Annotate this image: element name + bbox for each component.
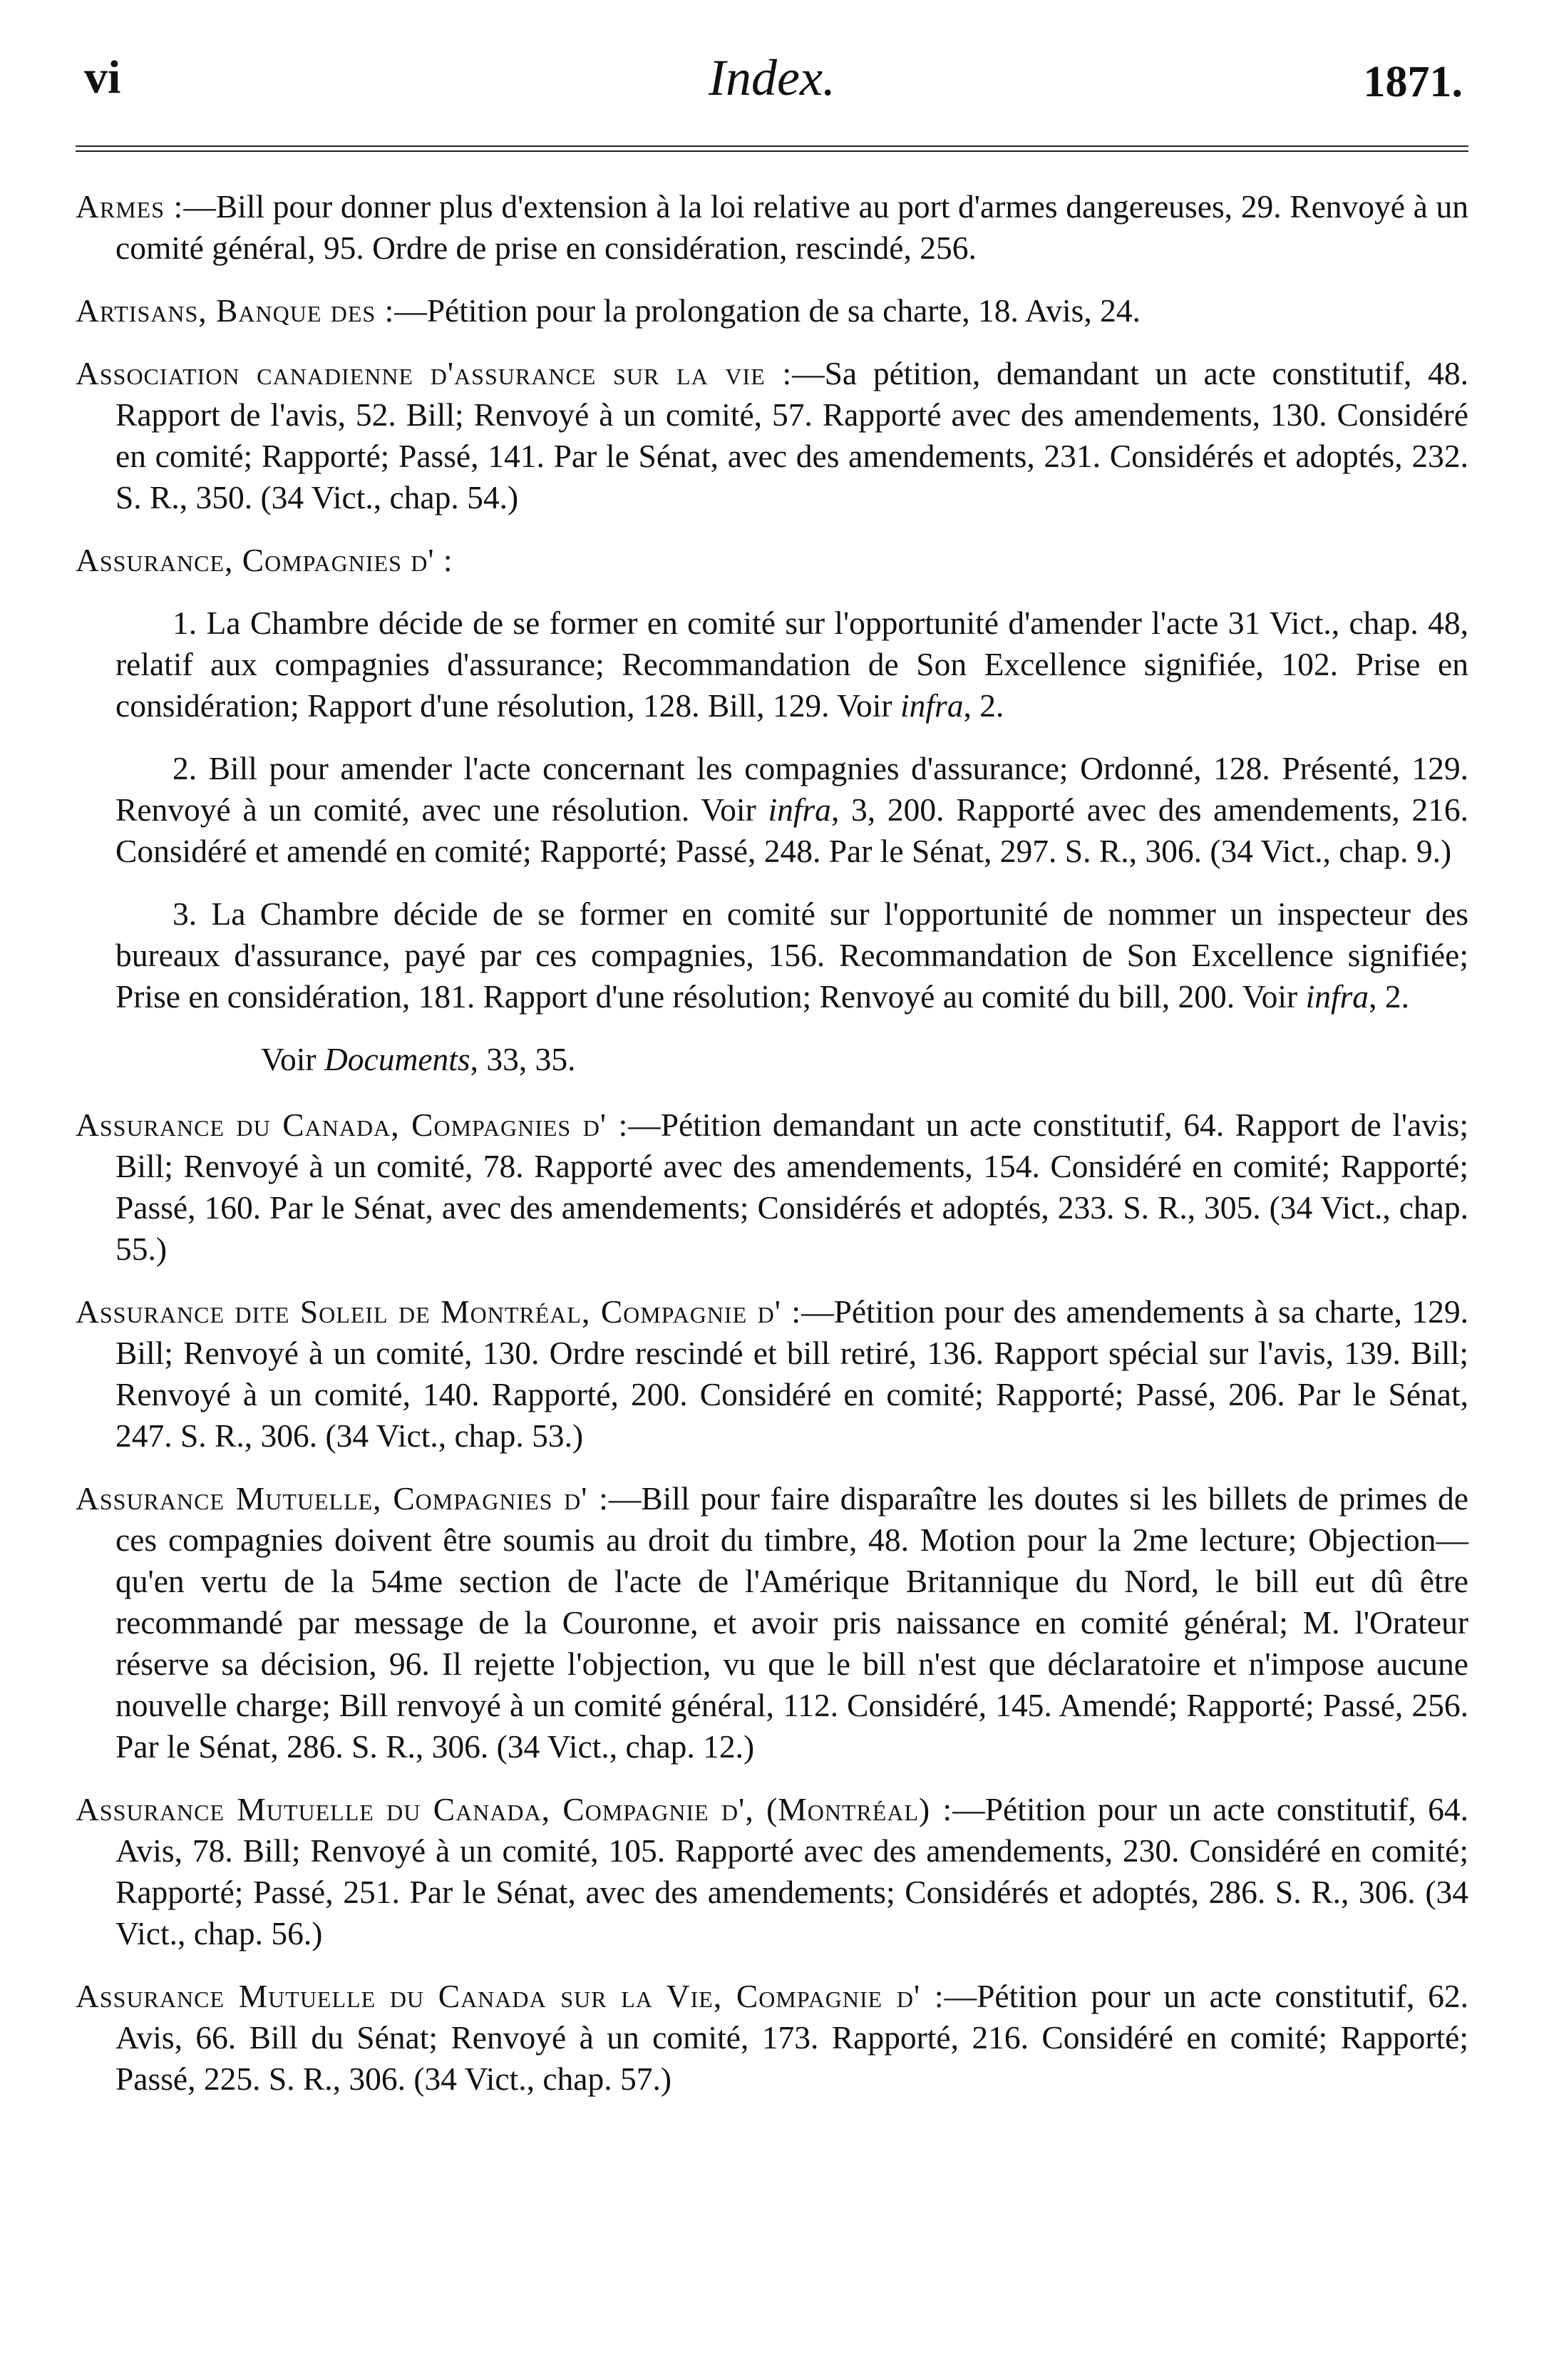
entry-text: —Pétition pour un acte constitutif, 62. Avis, 66. Bill du Sénat; Renvoyé à un comité, 173. Rapporté, 216. Considéré en comité; Rapporté; Passé, 225. S. R., 306. (34 Vict., chap. 57.) (115, 1978, 1468, 2097)
entry-text: —Bill pour donner plus d'extension à la loi relative au port d'armes dangereuses, 29. Renvoyé à un comité général, 95. Ordre de prise en considération, rescindé, 256. (115, 188, 1469, 266)
subentry-1: 1. La Chambre décide de se former en comité sur l'opportunité d'amender l'acte 31 Vict., chap. 48, relatif aux compagnies d'assurance; Recommandation de Son Excellence signifiée, 102. Prise en considération; Rapport d'une résolution, 128. Bill, 129. Voir infra, 2. (115, 605, 1468, 724)
index-entry-mutuelle-sur-la-vie (76, 1976, 1468, 2100)
entry-heading: Assurance du Canada, Compagnies d' : (76, 1107, 629, 1143)
index-entry-assurance-compagnies (76, 540, 1468, 581)
header-double-rule (76, 145, 1468, 152)
entry-heading: Assurance Mutuelle du Canada sur la Vie, Compagnie d' : (76, 1978, 945, 2014)
see-also-line: Voir Documents, 33, 35. (261, 1041, 576, 1077)
index-entry-assurance-du-canada (76, 1104, 1468, 1270)
index-entry-assurance-mutuelle (76, 1478, 1468, 1768)
entry-text: —Pétition pour la prolongation de sa charte, 18. Avis, 24. (394, 292, 1141, 329)
entry-text: —Pétition pour des amendements à sa charte, 129. Bill; Renvoyé à un comité, 130. Ordre rescindé et bill retiré, 136. Rapport spécial sur l'avis, 139. Bill; Renvoyé à un comité, 140. Rapporté, 200. Considéré en comité; Rapporté; Passé, 206. Par le Sénat, 247. S. R., 306. (34 Vict., chap. 53.) (115, 1293, 1468, 1454)
index-entry-armes (76, 186, 1468, 269)
index-entry-mutuelle-du-canada (76, 1789, 1468, 1954)
subentry-3: 3. La Chambre décide de se former en comité sur l'opportunité de nommer un inspecteur des bureaux d'assurance, payé par ces compagnies, 156. Recommandation de Son Excellence signifiée; Prise en considération, 181. Rapport d'une résolution; Renvoyé au comité du bill, 200. Voir infra, 2. (115, 896, 1468, 1015)
entry-heading: Assurance Mutuelle, Compagnies d' : (76, 1480, 609, 1517)
index-entry-soleil-de-montreal (76, 1291, 1468, 1457)
index-entry-association-canadienne (76, 353, 1468, 518)
entry-heading: Assurance, Compagnies d' : (76, 542, 453, 578)
entry-text: —Bill pour faire disparaître les doutes si les billets de primes de ces compagnies doivent être soumis au droit du timbre, 48. Motion pour la 2me lecture; Objection—qu'en vertu de la 54me section de l'acte de l'Amérique Britannique du Nord, le bill eut dû être recommandé par message de la Couronne, et avoir pris naissance en comité général; M. l'Orateur réserve sa décision, 96. Il rejette l'objection, vu que le bill n'est que déclaratoire et n'impose aucune nouvelle charge; Bill renvoyé à un comité général, 112. Considéré, 145. Amendé; Rapporté; Passé, 256. Par le Sénat, 286. S. R., 306. (34 Vict., chap. 12.) (115, 1480, 1468, 1765)
entry-text: —Pétition pour un acte constitutif, 64. Avis, 78. Bill; Renvoyé à un comité, 105. Rapporté avec des amendements, 230. Considéré en comité; Rapporté; Passé, 251. Par le Sénat, avec des amendements; Considérés et adoptés, 286. S. R., 306. (34 Vict., chap. 56.) (115, 1791, 1468, 1951)
entry-heading: Assurance dite Soleil de Montréal, Compagnie d' : (76, 1293, 802, 1330)
page-title: Index. (709, 49, 835, 106)
page-year: 1871. (1363, 58, 1463, 106)
entry-text: —Pétition demandant un acte constitutif, 64. Rapport de l'avis; Bill; Renvoyé à un comité, 78. Rapporté avec des amendements, 154. Considéré en comité; Rapporté; Passé, 160. Par le Sénat, avec des amendements; Considérés et adoptés, 233. S. R., 305. (34 Vict., chap. 55.) (115, 1107, 1468, 1267)
subentry-2: 2. Bill pour amender l'acte concernant les compagnies d'assurance; Ordonné, 128. Présenté, 129. Renvoyé à un comité, avec une résolution. Voir infra, 3, 200. Rapporté avec des amendements, 216. Considéré et amendé en comité; Rapporté; Passé, 248. Par le Sénat, 297. S. R., 306. (34 Vict., chap. 9.) (115, 750, 1468, 869)
page-header (76, 49, 1468, 135)
page-number: vi (84, 51, 121, 103)
entry-heading: Artisans, Banque des : (76, 292, 395, 329)
index-entry-artisans (76, 290, 1468, 332)
entry-heading: Armes : (76, 188, 184, 225)
entry-heading: Association canadienne d'assurance sur la vie : (76, 355, 793, 391)
entry-heading: Assurance Mutuelle du Canada, Compagnie d', (Montréal) : (76, 1791, 953, 1827)
entry-text: —Sa pétition, demandant un acte constitutif, 48. Rapport de l'avis, 52. Bill; Renvoyé à un comité, 57. Rapporté avec des amendements, 130. Considéré en comité; Rapporté; Passé, 141. Par le Sénat, avec des amendements, 231. Considérés et adoptés, 232. S. R., 350. (34 Vict., chap. 54.) (115, 355, 1468, 516)
